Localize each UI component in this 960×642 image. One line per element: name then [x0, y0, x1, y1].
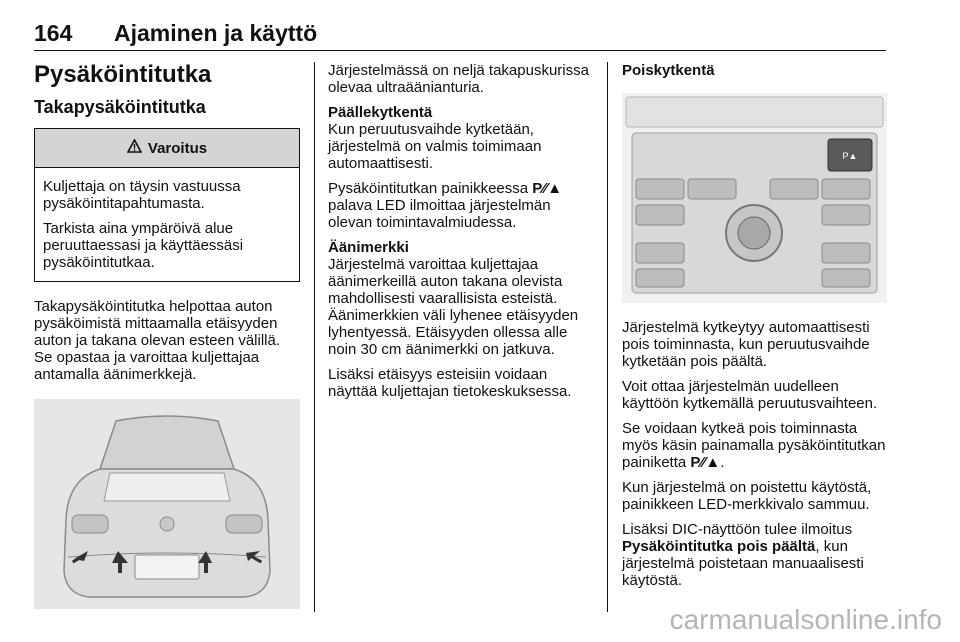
- auto-off-paragraph: Järjestelmä kytkeytyy automaattisesti pois toiminnasta, kun peruutusvaihde kytketään pois päältä.: [622, 319, 870, 370]
- warning-body: [35, 168, 299, 281]
- page-number: 164: [34, 20, 73, 46]
- deactivation-heading: Poiskytkentä: [622, 62, 715, 79]
- warning-header: [35, 129, 299, 168]
- warning-triangle-icon: [127, 139, 142, 157]
- warning-box: [34, 128, 300, 282]
- warning-paragraph-1: Kuljettaja on täysin vastuussa pysäköintitapahtumasta.: [43, 178, 241, 212]
- signal-heading: Äänimerkki: [328, 239, 409, 256]
- parking-assist-icon: P⁄⁄▲: [690, 454, 721, 471]
- column-divider-2: [607, 62, 608, 612]
- activation-heading: Päällekytkentä: [328, 104, 433, 121]
- header-divider: [34, 50, 886, 51]
- section-subtitle: Takapysäköintitutka: [34, 97, 206, 117]
- reenable-paragraph: Voit ottaa järjestelmän uudelleen käyttöön kytkemällä peruutusvaihteen.: [622, 378, 878, 412]
- column-3: [622, 62, 887, 597]
- column-1: [34, 60, 300, 609]
- led-paragraph: [328, 180, 592, 231]
- page-header: [34, 20, 886, 52]
- led-off-paragraph: Kun järjestelmä on poistettu käytöstä, painikkeen LED-merkkivalo sammuu.: [622, 479, 872, 513]
- svg-text:P▲: P▲: [842, 151, 858, 161]
- dic-paragraph: Lisäksi etäisyys esteisiin voidaan näyttää kuljettajan tietokeskuksessa.: [328, 366, 572, 400]
- manual-off-text-after: .: [720, 454, 725, 471]
- car-rear-sensors-illustration: [34, 399, 300, 609]
- sensors-paragraph: Järjestelmässä on neljä takapuskurissa olevaa ultraäänianturia.: [328, 62, 589, 96]
- dic-text-before: Lisäksi DIC-näyttöön tulee ilmoitus: [622, 521, 853, 538]
- watermark: carmanualsonline.info: [669, 604, 942, 635]
- led-text-after: palava LED ilmoittaa järjestelmän olevan toimintavalmiudessa.: [328, 197, 551, 231]
- signal-paragraph: Järjestelmä varoittaa kuljettajaa äänimerkeillä auton takana olevista mahdollisesti vaarallisista esteistä. Äänimerkkien väli lyhenee etäisyyden lyhentyessä. Etäisyyden ollessa alle noin 30 cm äänimerkki on jatkuva.: [328, 256, 579, 358]
- dic-text-after: , kun järjestelmä poistetaan manuaalisesti käytöstä.: [622, 538, 864, 589]
- parking-assist-icon: P⁄⁄▲: [532, 180, 563, 197]
- column-divider-1: [314, 62, 315, 612]
- manual-off-paragraph: [622, 420, 887, 471]
- chapter-title: Ajaminen ja käyttö: [114, 20, 318, 46]
- warning-title: Varoitus: [147, 139, 208, 157]
- section-title: Pysäköintitutka: [34, 61, 212, 88]
- center-console-illustration: [622, 93, 887, 303]
- activation-paragraph: Kun peruutusvaihde kytketään, järjestelmä on valmis toimimaan automaattisesti.: [328, 121, 542, 172]
- led-text-before: Pysäköintitutkan painikkeessa: [328, 180, 529, 197]
- manual-off-text-before: Se voidaan kytkeä pois toiminnasta myös käsin painamalla pysäköintitutkan painiketta: [622, 420, 886, 471]
- dic-message-paragraph: [622, 521, 887, 589]
- column-2: [328, 62, 592, 408]
- intro-paragraph: Takapysäköintitutka helpottaa auton pysäköimistä mittaamalla etäisyyden auton ja takana olevan esteen välillä. Se opastaa ja varoittaa kuljettajaa antamalla äänimerkkejä.: [34, 298, 281, 383]
- warning-paragraph-2: Tarkista aina ympäröivä alue peruuttaessasi ja käyttäessäsi pysäköintitutkaa.: [43, 220, 244, 271]
- dic-message: Pysäköintitutka pois päältä: [622, 538, 816, 555]
